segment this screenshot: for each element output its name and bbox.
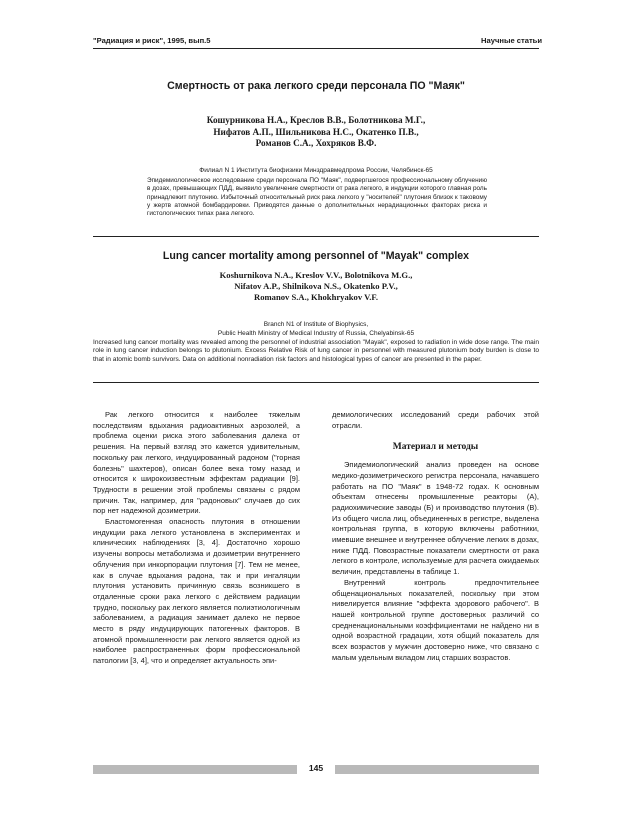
footer-bar-right [335, 765, 539, 774]
author-line: Romanov S.A., Khokhryakov V.F. [253, 292, 378, 302]
body-paragraph: демиологических исследований среди рабочих этой отрасли. [332, 410, 539, 430]
author-line: Романов С.А., Хохряков В.Ф. [255, 138, 377, 148]
abstract-divider [93, 236, 539, 237]
footer-bar-left [93, 765, 297, 774]
english-abstract: Increased lung cancer mortality was revealed among the personnel of industrial association "Mayak", exposed to radiation in wide dose range. The main role in lung cancer induction belongs to plutonium. Excess Relative Risk of lung cancer in personnel with measured plutonium body burden is close to that in atomic bomb survivors. Data on additional nonradiation risk factors and histological types of cancer are presented in the paper. [93, 339, 539, 363]
author-line: Кошурникова Н.А., Креслов В.В., Болотникова М.Г., [206, 115, 426, 125]
english-affiliation [93, 321, 539, 338]
left-column [93, 410, 300, 667]
affiliation-line: Branch N1 of Institute of Biophysics, [263, 321, 369, 328]
english-authors [93, 270, 539, 303]
body-paragraph: Рак легкого относится к наиболее тяжелым последствиям вдыхания радиоактивных аэрозолей, а проблема оценки риска этого заболевания далека от решения. На первый взгляд это кажется удивительным, поскольку рак легкого, индуцированный радоном ("горная болезнь" шахтеров), описан более века тому назад и относится к широкоизвестным эффектам радиации [9]. Трудности в решении этой проблемы связаны с рядом причин. Так, например, для "радоновых" случаев до сих пор нет надежной дозиметрии. [93, 410, 300, 516]
right-column [332, 410, 539, 663]
author-line: Koshurnikova N.A., Kreslov V.V., Bolotnikova M.G., [219, 270, 413, 280]
russian-abstract: Эпидемиологическое исследование среди персонала ПО "Маяк", подвергшегося профессиональному облучению в дозах, превышающих ПДД, выявило увеличение смертности от рака легкого, в индукции которого главная роль принадлежит плутонию. Избыточный относительный риск рака легкого у "носителей" плутония близок к таковому у жертв атомной бомбардировки. Приводятся данные о дополнительных нерадиационных факторах риска и гистологических типах рака легкого. [147, 177, 487, 218]
journal-header: "Радиация и риск", 1995, вып.5 [93, 36, 211, 45]
section-header: Научные статьи [481, 36, 542, 45]
russian-authors [93, 115, 539, 150]
affiliation-line: Public Health Ministry of Medical Industry of Russia, Chelyabinsk-65 [217, 329, 415, 337]
section-heading: Материал и методы [392, 442, 479, 453]
body-paragraph: Бластомогенная опасность плутония в отношении индукции рака легкого установлена в экспериментах и клинических наблюдениях [3, 4]. Достаточно хорошо изучены вопросы метаболизма и дозиметрии внутреннего облучения при инкорпорации плутония [7]. Тем не менее, как в случае вдыхания радона, так и при ингаляции плутония установить причинную связь возникшего в отдаленные сроки рака легкого с действием радиации трудно, поскольку рак легкого является полиэтиологичным заболеванием, а радиация занимает далеко не первое место в ряду индуцирующих патогенных факторов. В атомной промышленности рак легкого является одной из наиболее распространенных форм профессиональной патологии [3, 4], что и определяет актуальность эпи- [93, 517, 300, 666]
body-paragraph: Внутренний контроль предпочтительнее общенациональных показателей, поскольку при этом нивелируется влияние "эффекта здорового рабочего". В нашей контрольной группе достоверных различий со средненациональными коэффициентами не найдено ни в одной возрастной градации, хотя общий показатель для всех возрастов у мужчин достоверно ниже, что связано с малым удельным вкладом лиц старших возрастов. [332, 577, 539, 662]
english-title: Lung cancer mortality among personnel of "Mayak" complex [162, 250, 470, 262]
author-line: Нифатов А.П., Шильникова Н.С., Окатенко П.В., [213, 126, 419, 137]
body-paragraph: Эпидемиологический анализ проведен на основе медико-дозиметрического регистра персонала, начавшего работать на ПО "Маяк" в 1948-72 годах. К основным объектам отнесены промышленные реакторы (А), радиохимические заводы (Б) и производство плутония (В). Из общего числа лиц, объединенных в регистре, выделена контрольная группа, в которую включены работники, имевшие внешнее и внутреннее облучение легких в дозах, ниже ПДД. Повозрастные показатели смертности от рака легкого в контроле, используемые для расчета ожидаемых величин, представлены в таблице 1. [332, 460, 539, 577]
russian-title: Смертность от рака легкого среди персонала ПО "Маяк" [167, 80, 465, 92]
russian-affiliation: Филиал N 1 Института биофизики Минздравмедпрома России, Челябинск-65 [199, 167, 433, 174]
author-line: Nifatov A.P., Shilnikova N.S., Okatenko P.V., [234, 281, 398, 291]
body-divider [93, 382, 539, 383]
page-number: 145 [308, 763, 324, 773]
header-rule [93, 48, 539, 49]
